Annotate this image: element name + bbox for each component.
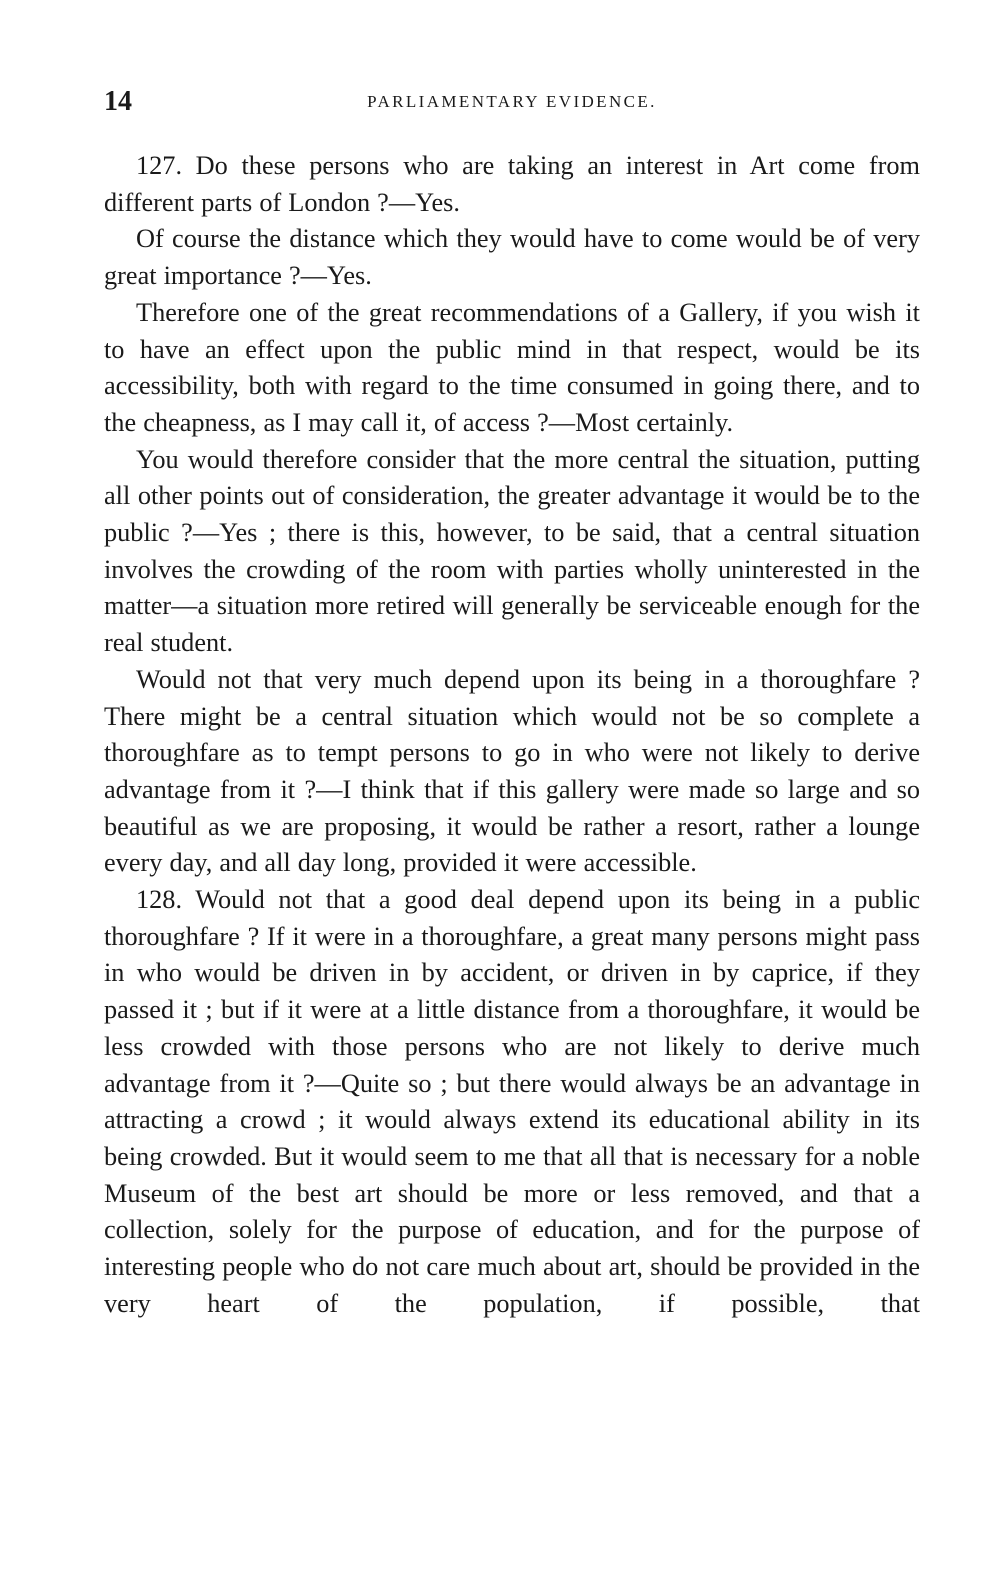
- page-header: [104, 84, 920, 120]
- paragraph-thoroughfare-question: Would not that very much depend upon its being in a thoroughfare ? There might be a central situation which would not be so complete a thoroughfare as to tempt persons to go in who were not likely to derive advantage from it ?—I think that if this gallery were made so large and so beautiful as we are proposing, it would be rather a resort, rather a lounge every day, and all day long, provided it were accessible.: [104, 664, 920, 878]
- paragraph-128-question: 128. Would not that a good deal depend upon its being in a public thoroughfare ? If it were in a thoroughfare, a great many persons might pass in who would be driven in by accident, or driven in by caprice, if they passed it ; but if it were at a little distance from a thoroughfare, it would be less crowded with those persons who are not likely to derive much advantage from it ?—Quite so ; but there would always be an advantage in attracting a crowd ; it would always extend its educational ability in its being crowded. But it would seem to me that all that is necessary for a noble Museum of the best art should be more or less removed, and that a collection, solely for the purpose of education, and for the purpose of interesting people who do not care much about art, should be provided in the very heart of the population, if possible, that: [104, 885, 920, 1318]
- body-text: [104, 148, 920, 1323]
- paragraph-central-situation-question: You would therefore consider that the more central the situation, putting all other points out of consideration, the greater advantage it would be to the public ?—Yes ; there is this, however, to be said, that a central situation involves the crowding of the room with parties wholly uninterested in the matter—a situation more retired will generally be serviceable enough for the real student.: [104, 444, 920, 658]
- paragraph-distance-question: Of course the distance which they would have to come would be of very great importance ?—Yes.: [104, 224, 920, 291]
- paragraph-accessibility-question: Therefore one of the great recommendations of a Gallery, if you wish it to have an effect upon the public mind in that respect, would be its accessibility, both with regard to the time consumed in going there, and to the cheapness, as I may call it, of access ?—Most certainly.: [104, 297, 920, 437]
- running-title: PARLIAMENTARY EVIDENCE.: [367, 92, 657, 111]
- page-number: 14: [104, 86, 132, 117]
- paragraph-127-question: 127. Do these persons who are taking an interest in Art come from different parts of London ?—Yes.: [104, 151, 920, 217]
